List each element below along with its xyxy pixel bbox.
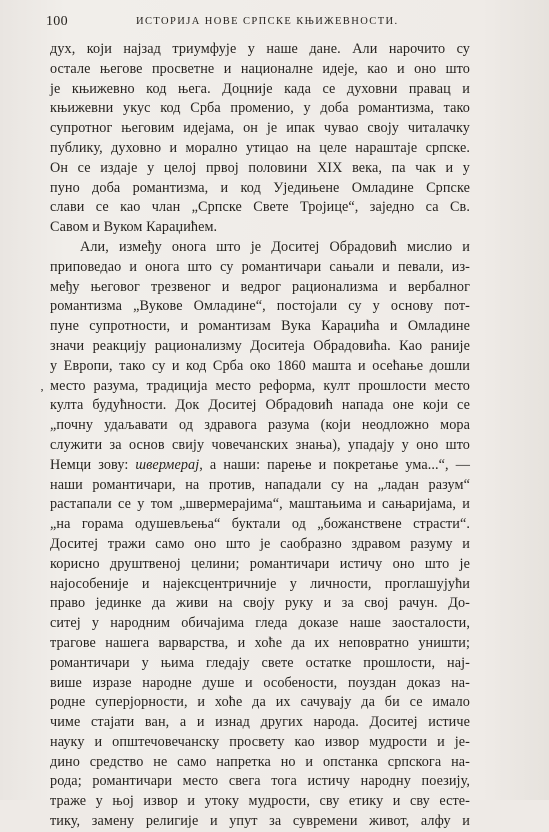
text-line: најособеније и најексцентричније у личности, проглашујући [50, 575, 470, 592]
text-line: пуно доба романтизма, и код Уједињене Омладине Српске [50, 179, 470, 196]
text-line: корисно друштвеној целини; романтичари истичу оно што је [50, 555, 470, 572]
page-header [46, 14, 488, 36]
text-line: романтизма „Вукове Омладине“, постојали су у основу пот- [50, 298, 470, 315]
text-line: дух, који најзад триумфује у наше дане. Али нарочито су [50, 41, 470, 57]
text-line: рода; романтичари место свега тога истичу народну поезију, [50, 773, 470, 790]
text-segment: , а наши: парење и покретање ума...“, — [199, 456, 470, 473]
italic-term: швермерај [135, 456, 200, 473]
text-line: у Европи, тако су и код Срба око 1860 машта и осећање дошли [50, 357, 470, 374]
text-line: Али, између онога што је Доситеј Обрадовић мислио и [80, 238, 470, 255]
running-head: ИСТОРИЈА НОВЕ СРПСКЕ КЊИЖЕВНОСТИ. [136, 16, 399, 27]
text-line: пуне супротности, и романтизам Вука Караџића и Омладине [50, 318, 470, 335]
text-line: тику, замену религије и упут за сувремени живот, алфу и [50, 813, 470, 830]
text-line: растапали се у том „швермерајима“, маштањима и сањаријама, и [50, 496, 470, 513]
text-line: наши романтичари, на против, нападали су на „ладан разум“ [50, 476, 470, 493]
text-line: родне суперјорности, и хоће да их сачувају да би се имало [50, 694, 470, 711]
body-text [40, 40, 470, 832]
text-line: ситеј у народним обичајима гледа доказе наше заосталости, [50, 615, 470, 632]
text-line: остале његове просветне и националне идеје, као и оно што [50, 60, 470, 77]
margin-mark: ‚ [40, 378, 45, 393]
text-segment: Немци зову: [50, 456, 136, 473]
text-line: дино средство не само напретка но и опстанка српскога на- [50, 753, 470, 770]
text-line: више изразе народне душе и особености, поуздан доказ на- [50, 674, 470, 691]
text-line: књижевни укус код Срба променио, у доба романтизма, тако [50, 100, 470, 117]
page-number: 100 [46, 14, 68, 29]
text-line: Доситеј тражи само оно што је саобразно здравом разуму и [50, 535, 470, 552]
text-line: трагове нашега варварства, и хоће да их неповратно уништи; [50, 634, 470, 651]
text-line: Он се издаје у целој првој половини XIX века, па чак и у [50, 159, 470, 176]
text-line: међу његовог трезвеног и ведрог рационализма и вербалног [50, 278, 470, 295]
text-line: је књижевно код њега. Доцније када се духовни правац и [50, 80, 470, 97]
text-line: право јединке да живи на своју руку и за свој рачун. До- [50, 595, 470, 612]
text-line: значи реакцију рационализму Доситеја Обрадовића. Као раније [50, 337, 470, 354]
text-line: култа будућности. Док Доситеј Обрадовић напада оне који се [50, 397, 470, 414]
text-line: приповедао и онога што су романтичари сањали и певали, из- [50, 258, 470, 275]
text-line: место разума, традиција место реформа, култ прошлости место ‚ [50, 377, 470, 397]
text-line: траже у њој извор и утоку мудрости, сву етику и сву есте- [50, 793, 470, 810]
text-line: служити за основ свију човечанских знања), упадају у оно што [50, 436, 470, 453]
text-line: Савом и Вуком Караџићем. [50, 219, 218, 236]
text-line: „на горама одушевљења“ буктали од „божанствене страсти“. [50, 516, 470, 533]
text-line: супротног његовим идејама, он је ипак чувао своју читалачку [50, 120, 470, 137]
text-line: науку и општечовечанску просвету као извор мудрости и је- [50, 733, 470, 750]
text-line: „почну удаљавати од здравога разума (који неодложно мора [50, 417, 470, 434]
text-line: чиме стајати ван, а и изнад других народа. Доситеј истиче [50, 714, 470, 731]
text-line: слави се као члан „Српске Свете Тројице“, заједно са Св. [50, 199, 470, 216]
text-line: публику, духовно и морално утицао на целе нараштаје српске. [50, 139, 470, 156]
text-line [50, 456, 470, 476]
text-line: романтичари у њима гледају свете остатке прошлости, нај- [50, 654, 470, 671]
